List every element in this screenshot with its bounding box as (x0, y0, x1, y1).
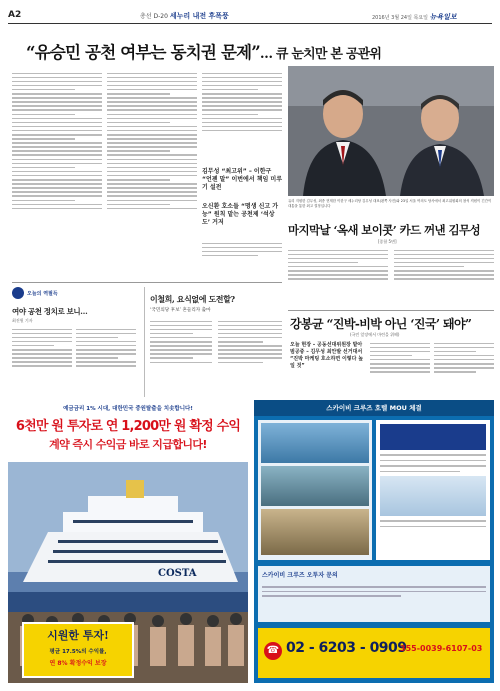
ad-phone-1: 02 - 6203 - 0909 (286, 640, 407, 656)
article-column-2 (107, 70, 197, 275)
ad-line2: 6천만 원 투자로 연 1,200만 원 확정 수익 (15, 419, 241, 434)
politicians-photo-illustration (288, 66, 494, 196)
ad-photo-3 (261, 509, 369, 555)
ad-right-text-panel (376, 420, 490, 560)
masthead: 뉴욕일보 (429, 13, 457, 21)
column-label-row (12, 287, 140, 299)
middle-subtitle: ‘국민의당 후보’ 흔들리자 출마 (150, 308, 211, 313)
column-text-1 (12, 326, 72, 396)
ad-right-photo-4 (380, 476, 486, 516)
main-headline (26, 39, 381, 63)
column-author: 최진원 기자 (12, 318, 33, 323)
investment-ad (8, 400, 248, 683)
column-label: 오늘의 역필득 (27, 290, 58, 297)
ad-photo-2 (261, 466, 369, 506)
third-left-headline: 오늘 현장 – 공동선대위원장 맡아 범공중 – 김무성 최안발 선거대서 “진박 마케팅 호소하면 이렇다 높일 것” (290, 342, 364, 369)
ad-yield: 평균 17.5%의 수익률, (49, 649, 107, 655)
ad-right-title: 스카이비 크루즈 오투자 문의 (262, 572, 338, 579)
main-photo (288, 66, 494, 196)
ad-right-header-block (380, 424, 486, 450)
ad-photo-1 (261, 423, 369, 463)
secondary-byline: [종합 5면] (378, 239, 397, 244)
third-text-2 (434, 340, 494, 396)
ship-name: COSTA (158, 568, 197, 579)
article-column-3 (202, 70, 282, 164)
secondary-headline: 마지막날 ‘옥새 보이콧’ 카드 꺼낸 김무성 (288, 223, 480, 237)
article-column-1 (12, 70, 102, 275)
section-label: 총선 D-20 (140, 13, 168, 20)
column-text-2 (76, 326, 136, 396)
ad-phone-2: 355-0039-6107-03 (400, 644, 483, 653)
main-headline-b: … 큐 눈치만 본 공관위 (259, 47, 382, 62)
main-subhead-2: 오신환 호소들 “명생 신고 가능” 원칙 맡는 공천제 ‘석상도’ 거저 (202, 203, 279, 226)
ad-right-banner: 스카이비 크루즈 호텔 MOU 체결 (254, 400, 494, 416)
ad-line3: 계약 즉시 수익금 바로 지급합니다! (49, 438, 207, 451)
divider-2 (288, 310, 494, 311)
date-masthead (372, 12, 457, 22)
middle-title: 이철희, 요식없에 도전할? (150, 294, 235, 304)
third-headline: 강봉균 “진박-비박 아닌 ‘진국’ 돼야” (290, 317, 472, 331)
photo-caption: 유리 지원한 김무성, 최종 현재한 이한구 세누리당 김무성 대표(왼쪽 사진)와 23일 서울 여의도 당사에서 최고위원회의 참석 직원이 긴간이 대통을 통한 최고 결정입니다 (288, 199, 492, 208)
section-header (140, 11, 229, 21)
cruise-mou-ad (254, 400, 494, 683)
article-column-3b (202, 240, 282, 276)
divider-1 (12, 282, 282, 283)
ad-right-contact (258, 628, 490, 678)
middle-text-1 (150, 318, 212, 396)
header-rule (8, 23, 492, 24)
issue-date: 2016년 3월 24일 목요일 (372, 15, 429, 21)
page-number: A2 (8, 10, 22, 20)
column-logo-icon (12, 287, 24, 299)
secondary-column-2 (394, 247, 494, 307)
phone-icon: ☎ (264, 642, 282, 660)
middle-text-2 (218, 318, 282, 396)
ad-line1: 예금금리 1% 시대, 대한민국 중원탈출을 치솟합니다! (63, 406, 193, 412)
column-label-box (12, 287, 140, 303)
ad-guarantee: 연 8% 확정수익 보장 (49, 660, 107, 667)
main-subhead-1: 김무성 “최고위” – 이한구 “언젠 말” 이번에서 책임 미루기 설전 (202, 168, 282, 191)
ad-top-panel (8, 400, 248, 462)
secondary-column-1 (288, 247, 388, 307)
ad-slogan-box (22, 622, 134, 678)
column-title: 여야 공천 정치로 보니… (12, 307, 88, 316)
section-title: 세누리 내전 후폭풍 (169, 12, 229, 20)
third-text-1 (370, 340, 430, 396)
third-byline: (국민 앞장에서 마련을 위해) (350, 332, 400, 337)
ad-slogan: 시원한 투자! (47, 629, 109, 642)
main-headline-a: “유승민 공천 여부는 동치권 문제” (26, 43, 260, 62)
vertical-divider (144, 287, 145, 397)
ad-right-photo-grid (258, 420, 372, 560)
ad-right-middle-block (258, 566, 490, 622)
